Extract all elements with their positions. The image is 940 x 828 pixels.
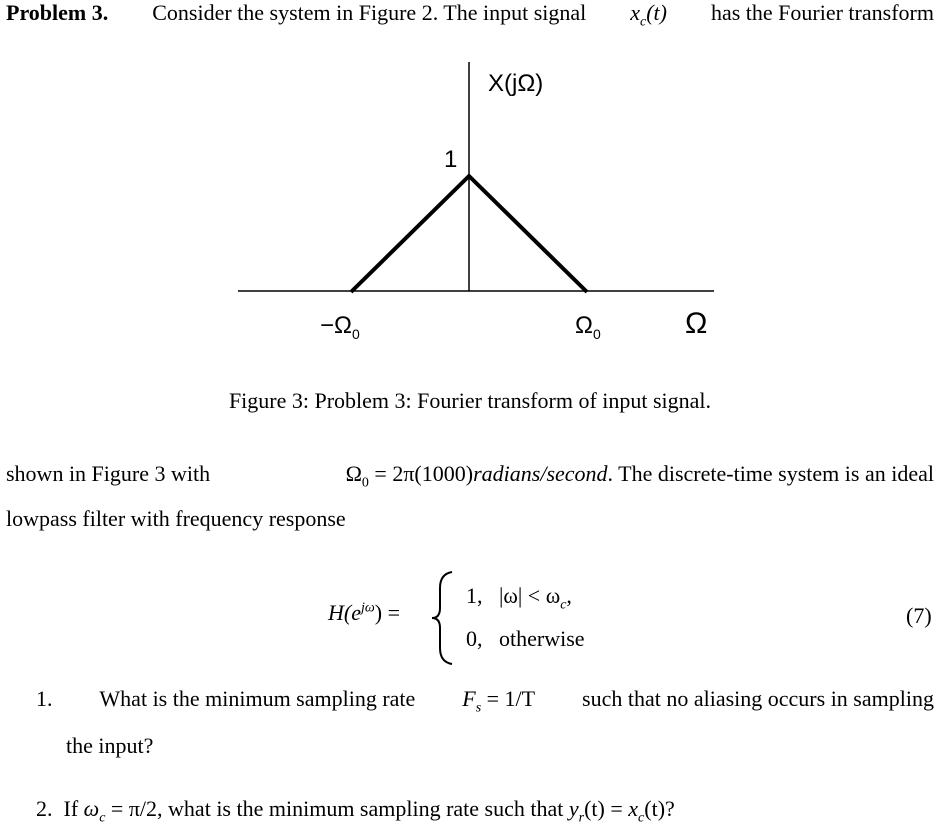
question-2: 2. If $\omega_c = \pi/2$, what is the minimum sampling rate such that $y_r(t) = x_c(t)$? [36, 796, 675, 826]
body-line-2: lowpass filter with frequency response [6, 506, 346, 531]
signal-symbol: $x_c(t)$ [630, 0, 667, 30]
pos-omega0-label: $\Omega_0$ [575, 312, 601, 342]
y-axis-label: X(jΩ) [488, 70, 544, 97]
body-line-1: shown in Figure 3 with $\Omega_0$ = 2π(1000)radians/second. The discrete-time system is an ideal [6, 461, 934, 491]
question-1: 1. What is the minimum sampling rate $F_s = 1/T$ such that no aliasing occurs in sampling [36, 686, 934, 716]
neg-omega0-label: $-\Omega_0$ [320, 312, 360, 342]
equation-lhs: $H(e^{j\omega})$ = [328, 600, 400, 625]
problem-intro-end: has the Fourier transform [710, 0, 934, 25]
question-1-line-2: the input? [66, 733, 154, 758]
omega0-expression: $\Omega_0$ = 2π(1000)radians/second. The discrete-time system is an ideal [345, 461, 934, 491]
equation-brace [428, 568, 458, 668]
equation-number: (7) [906, 603, 932, 628]
omega-axis-label: Ω [685, 307, 708, 340]
peak-label: 1 [444, 146, 458, 173]
fourier-transform-figure [0, 0, 940, 380]
problem-label: Problem 3. [6, 0, 109, 25]
equation-case-2: 0, otherwise [466, 626, 585, 651]
equation-case-1: 1, $|\omega| < \omega_c$, [466, 583, 572, 613]
problem-intro: Consider the system in Figure 2. The input signal [152, 0, 587, 25]
figure-caption: Figure 3: Problem 3: Fourier transform of input signal. [228, 388, 712, 413]
